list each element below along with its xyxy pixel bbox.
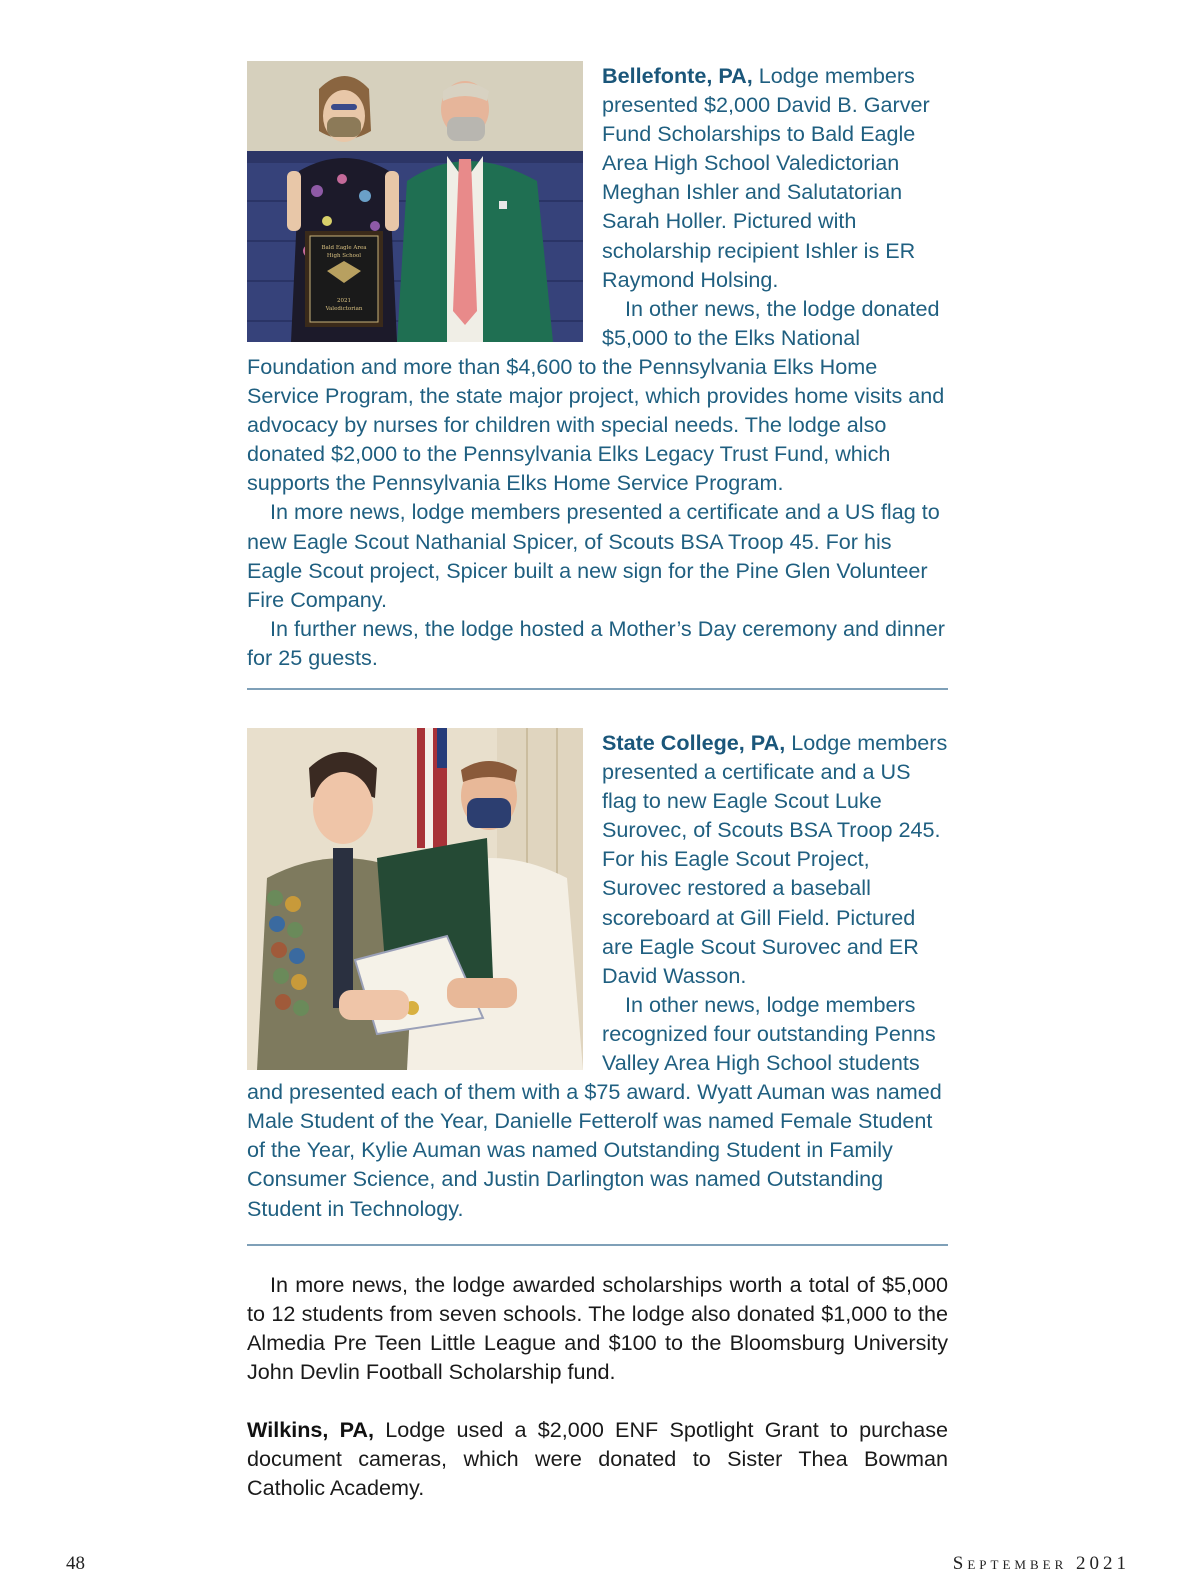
page-number: 48 xyxy=(66,1553,85,1574)
plaque-line2: High School xyxy=(326,253,362,259)
plaque-line1: Bald Eagle Area xyxy=(321,245,367,251)
bellefonte-story xyxy=(247,61,948,672)
bellefonte-p3: In more news, lodge members presented a certificate and a US flag to new Eagle Scout Nathanial Spicer, of Scouts BSA Troop 45. For his Eagle Scout project, Spicer built a new sign for the Pine Glen Volunteer Fire Company. xyxy=(247,499,940,612)
bellefonte-p4: In further news, the lodge hosted a Mother’s Day ceremony and dinner for 25 guests. xyxy=(247,615,945,670)
issue-date: September 2021 xyxy=(952,1553,1130,1574)
photo-illustration xyxy=(247,61,583,342)
plaque-title: Valedictorian xyxy=(325,306,363,312)
state-college-story xyxy=(247,728,948,1223)
bellefonte-p1: Lodge members presented $2,000 David B. Garver Fund Scholarships to Bald Eagle Area High School Valedictorian Meghan Ishler and Salutatorian Sarah Holler. Pictured with scholarship recipient Ishler is ER Raymond Holsing. xyxy=(602,63,930,292)
state-college-p1: Lodge members presented a certificate and a US flag to new Eagle Scout Luke Surovec, of Scouts BSA Troop 245. For his Eagle Scout Project, Surovec restored a baseball scoreboard at Gill Field. Pictured are Eagle Scout Surovec and ER David Wasson. xyxy=(602,730,948,988)
wilkins-p1: Lodge used a $2,000 ENF Spotlight Grant to purchase document cameras, which were donated to Sister Thea Bowman Catholic Academy. xyxy=(247,1417,949,1501)
state-college-p2: In other news, lodge members recognized four outstanding Penns Valley Area High School students and presented each of them with a $75 award. Wyatt Auman was named Male Student of the Year, Danielle Fetterolf was named Female Student of the Year, Kylie Auman was named Outstanding Student in Family Consumer Science, and Justin Darlington was named Outstanding Student in Technology. xyxy=(247,991,942,1221)
bellefonte-place: Bellefonte, PA, xyxy=(602,63,753,88)
eagle-scout-photo xyxy=(247,728,583,1070)
valedictorian-photo xyxy=(247,61,583,342)
scholarships-story xyxy=(247,1270,948,1386)
state-college-place: State College, PA, xyxy=(602,730,786,755)
wilkins-story xyxy=(247,1415,948,1502)
section-divider-2 xyxy=(247,1244,948,1246)
wilkins-place: Wilkins, PA, xyxy=(247,1417,375,1442)
wilkins-text xyxy=(247,1415,948,1502)
photo-illustration-2 xyxy=(247,728,583,1070)
scholarships-p1: In more news, the lodge awarded scholarships worth a total of $5,000 to 12 students from seven schools. The lodge also donated $1,000 to the Almedia Pre Teen Little League and $100 to the Bloomsburg University John Devlin Football Scholarship fund. xyxy=(247,1272,948,1385)
section-divider-1 xyxy=(247,688,948,690)
bellefonte-p2: In other news, the lodge donated $5,000 to the Elks National Foundation and more than $4,600 to the Pennsylvania Elks Home Service Program, the state major project, which provides home visits and advocacy by nurses for children with special needs. The lodge also donated $2,000 to the Pennsylvania Elks Legacy Trust Fund, which supports the Pennsylvania Elks Home Service Program. xyxy=(247,295,945,496)
plaque-year: 2021 xyxy=(337,298,351,304)
